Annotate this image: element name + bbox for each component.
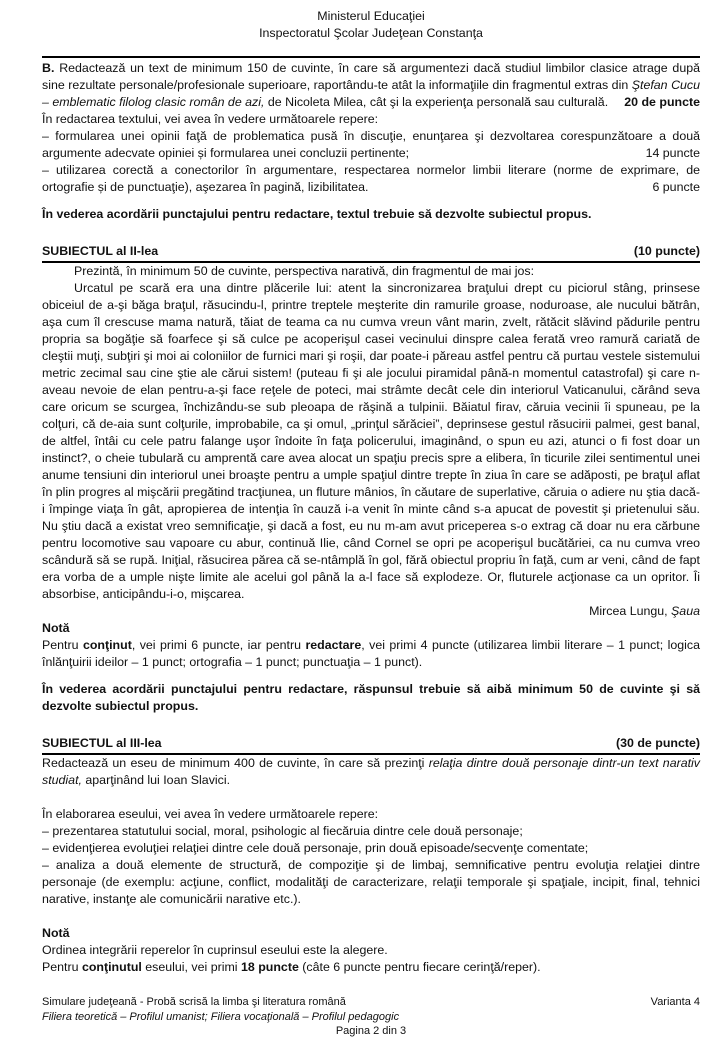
part-b-task — [42, 60, 700, 111]
part-b-text: B. Redactează un text de minimum 150 de cuvinte, în care să argumentezi dacă studiul limbilor clasice atrage după sine rezultate personale/profesionale superioare, raportându-te atât la informaţiile din fragmentul extras din Ştefan Cucu – emblematic filolog clasic român de azi, de Nicoleta Milea, cât şi la experienţa personală sau culturală. — [42, 61, 700, 109]
subject-2-nota — [42, 637, 700, 671]
subject-3-title: SUBIECTUL al III-lea — [42, 736, 162, 750]
subject-3-nota-label: Notă — [42, 926, 70, 940]
reper-2-points: 6 puncte — [652, 180, 700, 194]
footer-variant: Varianta 4 — [650, 996, 700, 1008]
footer-page-number: Pagina 2 din 3 — [335, 1025, 407, 1037]
subject-3-reper-1: – prezentarea statutului social, moral, psihologic al fiecăruia dintre cele două personaje; — [42, 824, 523, 838]
subject-2-intro: Prezintă, în minimum 50 de cuvinte, perspectiva narativă, din fragmentul de mai jos: — [74, 264, 535, 278]
part-b-bold-note: În vederea acordării punctajului pentru redactare, textul trebuie să dezvolte subiectul propus. — [42, 207, 592, 221]
header-divider — [42, 56, 700, 58]
subject-3-header — [42, 735, 700, 755]
spacer — [42, 789, 700, 806]
ministry-title: Ministerul Educaţiei — [317, 9, 425, 23]
subject-2-points: (10 puncte) — [633, 244, 700, 258]
subject-3-reper-3: – analiza a două elemente de structură, de compoziţie şi de limbaj, semnificative pentru evoluţia relaţiei dintre personaje (de exemplu: acţiune, conflict, modalităţi de caracterizare, relaţii temporale şi spaţiale, incipit, final, tehnici narative, instanţe ale comunicării narative etc.). — [42, 858, 700, 906]
part-b-repere-intro: În redactarea textului, vei avea în vedere următoarele repere: — [42, 112, 379, 126]
footer-row-1 — [42, 995, 700, 1010]
reper-2-text: – utilizarea corectă a conectorilor în argumentare, respectarea normelor limbii literare (norme de exprimare, de ortografie și de punctuaţie), aşezarea în pagină, lizibilitatea. — [42, 163, 700, 194]
subject-2-fragment: Urcatul pe scară era una dintre plăcerile lui: atent la sincronizarea braţului drept cu piciorul stâng, prinsese obiceiul de a-şi băga braţul, răsucindu-l, printre treptele meşterite din ramurile groase, noduroase, ale nucului bătrân, aşa cum îl crescuse mama natură, tăiat de teama ca nu cumva vreun vânt marin, zvelt, rătăcit slăvind pădurile pentru propria sa bogăţie să foarfece şi să culce pe acoperişul casei vecinului dinspre calea ferată vreo ramură cariată de cleştii muţi, subţiri şi moi ai coloniilor de furnici mari şi roşii, dar poate-i păreau astfel pentru că purtau vestele sistemului metric zecimal sau cine ştie ale cărui sistem! (puteau fi şi ale jocului piramidal până-n momentul catastrofal) şi care n-aveau nevoie de elan pentru-a-şi face reţele de poteci, mai strâmte decât cele din interiorul Vaticanului, cărând seva care oricum se scurgea, închizându-se sub pleoapa de răşină a tulpinii. Băiatul firav, căruia vecinii îi spuneau, pe la colţuri, că de-aia sunt colţurile, improbabile, ca şi omul, „prinţul sărăciei”, deprinsese gestul răsucirii palmei, gest banal, de altfel, întâi cu cele patru falange uşor îndoite în faţa policerului, imaginând, o spun eu azi, atunci o fi fost doar un instinct?, o cheie tubulară cu amprentă care avea alocat un spaţiu precis spre a elibera, în ticurile zilei sentimentul unei anume tensiuni din interiorul unei broaşte pentru a umple spaţiul dintre trepte în ziua în care se adăposti, pe braţul aflat în plin progres al mişcării pregătind tracţiunea, un fluture mânios, în căutare de superlative, căruia o adiere nu ştia dacă-i împinge viaţa în gât, apropierea de intenţia în cauză i-a venit în minte când s-a apucat de povestit şi prietenului său. Nu ştiu dacă a existat vreo semnificaţie, şi dacă a fost, eu nu m-am avut priceperea s-o extrag că doar nu era cărbune pentru locomotive sau vapoare cu abur, continuă Ilie, când Cornel se opri pe acoperişul bucătăriei, ca nu cumva vreo scândură să se rupă. Iniţial, răsucirea părea că se-ntâmplă în gol, fără obiectul propriu în faţă, cum ar veni, când de fapt era vorba de a umple nişte limite ale acelui gol până la a-l face să explodeze. Or, fluturele acţionase ca un opritor. Îi absorbise, anticipându-i-o, mişcarea. — [42, 281, 700, 601]
page-footer — [42, 995, 700, 1039]
part-b-points: 20 de puncte — [624, 95, 700, 109]
inspectorate-title: Inspectoratul Şcolar Judeţean Constanţa — [259, 26, 483, 40]
footer-exam-name: Simulare judeţeană - Probă scrisă la limba şi literatura română — [42, 996, 346, 1008]
subject-3-repere-intro: În elaborarea eseului, vei avea în vedere următoarele repere: — [42, 807, 379, 821]
subject-2-header — [42, 243, 700, 263]
footer-filiera: Filiera teoretică – Profilul umanist; Filiera vocaţională – Profilul pedagogic — [42, 1010, 400, 1023]
subject-3-task — [42, 755, 700, 789]
reper-1-text: – formularea unei opinii faţă de problematica pusă în discuţie, enunţarea şi dezvoltarea corespunzătoare a două argumente adecvate opiniei și formularea unei concluzii pertinente; — [42, 129, 700, 160]
spacer — [42, 223, 700, 240]
spacer — [42, 671, 700, 681]
reper-1-points: 14 puncte — [645, 146, 700, 160]
attribution-text: Mircea Lungu, Şaua — [589, 604, 700, 618]
subject-2-bold-note: În vederea acordării punctajului pentru redactare, răspunsul trebuie să aibă minimum 50 de cuvinte şi să dezvolte subiectul propus. — [42, 682, 700, 713]
fragment-attribution — [42, 603, 700, 620]
subject-3-nota-line-2 — [42, 959, 700, 976]
document-header — [42, 8, 700, 42]
subject-2-nota-text: Pentru conţinut, vei primi 6 puncte, iar pentru redactare, vei primi 4 puncte (utilizarea limbii literare – 1 punct; logica înlănţuirii ideilor – 1 punct; ortografia – 1 punct; punctuaţia – 1 punct). — [42, 638, 700, 669]
subject-3-reper-2: – evidenţierea evoluţiei relaţiei dintre cele două personaje, prin două episoade/secvenţe comentate; — [42, 841, 589, 855]
subject-2-nota-label: Notă — [42, 621, 70, 635]
subject-3-task-text: Redactează un eseu de minimum 400 de cuvinte, în care să prezinţi relaţia dintre două personaje dintr-un text narativ studiat, aparţinând lui Ioan Slavici. — [42, 756, 700, 787]
subject-2-title: SUBIECTUL al II-lea — [42, 244, 159, 258]
subject-3-points: (30 de puncte) — [616, 736, 700, 750]
part-b-reper-2 — [42, 162, 700, 196]
spacer — [42, 196, 700, 206]
spacer — [42, 715, 700, 732]
subject-3-nota-line-2-text: Pentru conţinutul eseului, vei primi 18 puncte (câte 6 puncte pentru fiecare cerinţă/reper). — [42, 960, 541, 974]
subject-3-nota-line-1: Ordinea integrării reperelor în cuprinsul eseului este la alegere. — [42, 943, 388, 957]
spacer — [42, 908, 700, 925]
part-b-reper-1 — [42, 128, 700, 162]
